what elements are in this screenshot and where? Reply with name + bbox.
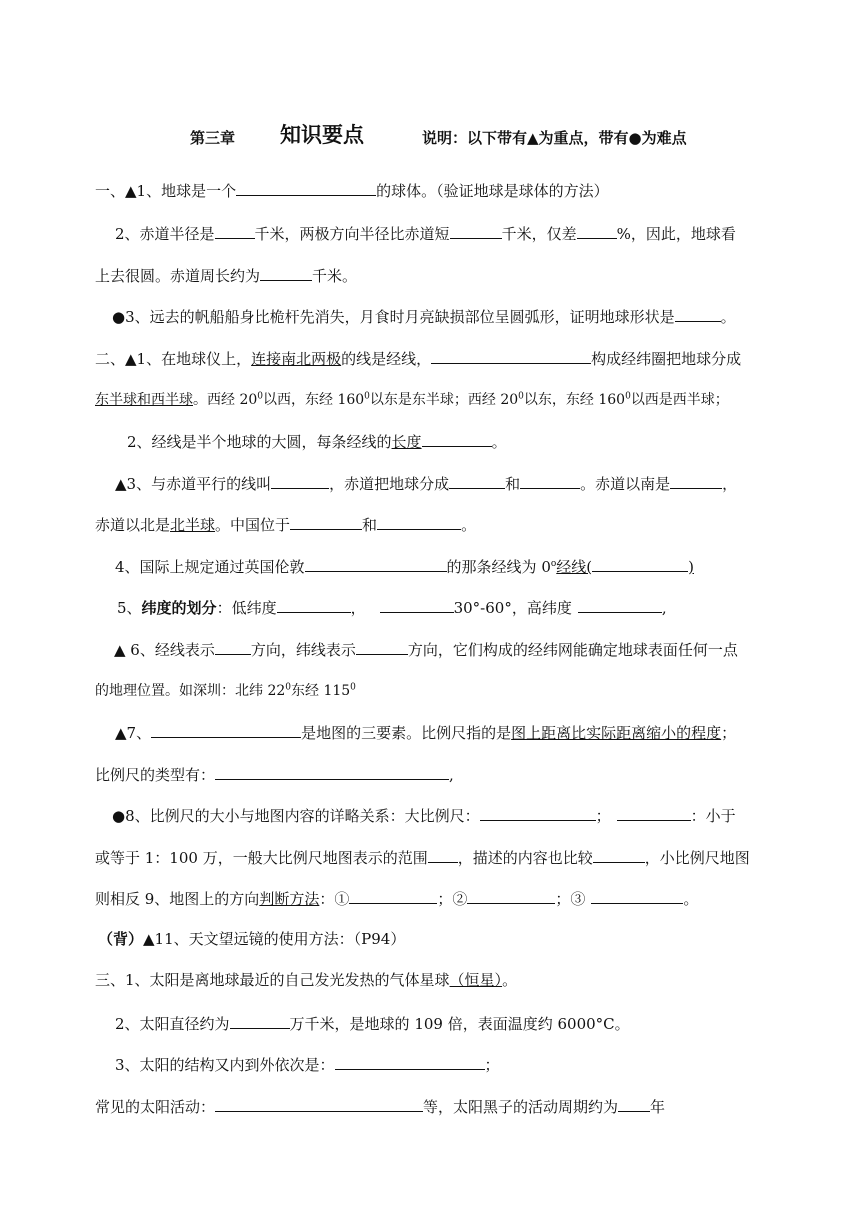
fill-blank: [215, 639, 251, 655]
text-line: [127, 431, 507, 452]
fill-blank: [236, 180, 376, 196]
text: ，赤道把地球分成: [329, 475, 450, 493]
text: ；: [721, 724, 737, 742]
text-line: [115, 1054, 500, 1075]
text: 三、1、太阳是离地球最近的自己发光发热的气体星球: [95, 971, 450, 989]
text: 2、经线是半个地球的大圆，每条经线的: [127, 433, 392, 451]
underlined-text: 连接南北两极: [251, 350, 342, 368]
text: 千米，两极方向半径比赤道短: [254, 225, 450, 243]
text-line: [95, 888, 698, 909]
fill-blank: [431, 348, 591, 364]
text: ：低纬度: [216, 599, 277, 617]
text: 的地理位置。如深圳：北纬 22: [95, 683, 286, 699]
text: 赤道以北是: [95, 516, 171, 534]
text: 或等于 1：100 万，一般大比例尺地图表示的范围: [95, 849, 428, 867]
superscript: 0: [518, 391, 524, 402]
chapter-label: 第三章: [190, 129, 236, 147]
text: 东经 115: [291, 683, 351, 699]
text: ，小比例尺地图: [644, 849, 750, 867]
fill-blank: [618, 1096, 650, 1112]
text: %，因此，地球看: [616, 225, 736, 243]
text: ，: [722, 475, 738, 493]
fill-blank: [380, 597, 454, 613]
fill-blank: [335, 1054, 485, 1070]
superscript: o: [550, 559, 557, 569]
superscript: 0: [364, 391, 370, 402]
fill-blank: [215, 1096, 423, 1112]
text: 二、▲1、在地球仪上，: [95, 350, 252, 368]
text-line: [115, 1013, 630, 1034]
fill-blank: [349, 888, 437, 904]
text: 比例尺的类型有：: [95, 766, 216, 784]
bold-text: 纬度的划分: [141, 599, 217, 617]
text-line: [95, 348, 741, 369]
title-note: 说明：以下带有▲为重点，带有●为难点: [422, 129, 687, 147]
text: ●8、比例尺的大小与地图内容的详略关系：大比例尺：: [112, 807, 480, 825]
text: 2、太阳直径约为: [115, 1015, 230, 1033]
title-main: 知识要点: [280, 122, 364, 147]
fill-blank: [260, 265, 312, 281]
bold-text: （背）: [98, 930, 144, 948]
text-line: [115, 223, 736, 244]
page-title: [0, 119, 860, 149]
text-line: [117, 597, 667, 618]
text-line: [95, 847, 750, 868]
text: 是地图的三要素。比例尺指的是: [301, 724, 512, 742]
underlined-text: ): [688, 558, 694, 576]
text-line: [112, 805, 736, 826]
text: 方向，它们构成的经纬网能确定地球表面任何一点: [407, 641, 738, 659]
text: ：①: [319, 890, 350, 908]
fill-blank: [305, 556, 447, 572]
underlined-text: （恒星）: [449, 971, 503, 989]
text: 以西是西半球；: [630, 392, 729, 408]
fill-blank: [377, 514, 461, 530]
text: ，描述的内容也比较: [457, 849, 593, 867]
superscript: 0: [285, 682, 291, 693]
text: 上去很圆。赤道周长约为: [95, 267, 261, 285]
fill-blank: [450, 223, 502, 239]
text: 的线是经线，: [341, 350, 432, 368]
underlined-text: 图上距离比实际距离缩小的程度: [511, 724, 722, 742]
text: ▲11、天文望远镜的使用方法：（P94）: [143, 930, 406, 948]
text-line: [95, 764, 454, 785]
text: ，: [350, 599, 366, 617]
fill-blank: [215, 764, 449, 780]
text-line: [95, 265, 357, 286]
text-line: [115, 722, 736, 743]
text: 的球体。（验证地球是球体的方法）: [376, 182, 609, 200]
text: 。: [720, 308, 736, 326]
text: 千米。: [312, 267, 358, 285]
text: 3、太阳的结构又内到外依次是：: [115, 1056, 335, 1074]
underlined-text: 判断方法: [259, 890, 320, 908]
text: ▲3、与赤道平行的线叫: [115, 475, 272, 493]
text: 以西，东经 160: [263, 392, 365, 408]
text-line: [98, 929, 405, 949]
text: 。: [683, 890, 699, 908]
underlined-text: 经线(: [556, 558, 593, 576]
underlined-text: 长度: [391, 433, 422, 451]
fill-blank: [578, 597, 662, 613]
superscript: 0: [625, 391, 631, 402]
fill-blank: [290, 514, 362, 530]
text: 。: [502, 971, 518, 989]
fill-blank: [356, 639, 408, 655]
text-line: [115, 556, 694, 577]
fill-blank: [592, 556, 688, 572]
fill-blank: [215, 223, 255, 239]
text-line: [95, 390, 729, 410]
fill-blank: [271, 473, 329, 489]
text: 和: [362, 516, 378, 534]
text: 。: [461, 516, 477, 534]
text: 。赤道以南是: [580, 475, 671, 493]
text: 年: [650, 1098, 666, 1116]
text: ；: [595, 807, 611, 825]
text-line: [112, 306, 736, 327]
fill-blank: [593, 847, 645, 863]
text: 的那条经线为 0: [446, 558, 551, 576]
fill-blank: [467, 888, 555, 904]
text: 4、国际上规定通过英国伦敦: [115, 558, 305, 576]
text: 。: [491, 433, 507, 451]
fill-blank: [480, 805, 596, 821]
fill-blank: [520, 473, 580, 489]
text: 则相反 9、地图上的方向: [95, 890, 260, 908]
text-line: [95, 514, 476, 535]
underlined-text: 东半球和西半球: [95, 392, 193, 408]
text: 常见的太阳活动：: [95, 1098, 216, 1116]
text: 万千米，是地球的 109 倍，表面温度约 6000°C。: [289, 1015, 630, 1033]
text: 千米，仅差: [501, 225, 577, 243]
fill-blank: [617, 805, 691, 821]
superscript: 0: [257, 391, 263, 402]
text: ；②: [437, 890, 468, 908]
text: ▲7、: [115, 724, 152, 742]
text: 方向，纬线表示: [250, 641, 356, 659]
fill-blank: [230, 1013, 290, 1029]
fill-blank: [591, 888, 683, 904]
text-line: [95, 180, 609, 201]
text: 和: [505, 475, 521, 493]
fill-blank: [277, 597, 351, 613]
text: 一、▲1、地球是一个: [95, 182, 237, 200]
text: 以东，东经 160: [523, 392, 626, 408]
text: ,: [449, 766, 454, 784]
text-line: [95, 681, 356, 701]
fill-blank: [675, 306, 721, 322]
text: ,: [661, 599, 667, 617]
text: ；: [484, 1056, 500, 1074]
superscript: 0: [350, 682, 356, 693]
text-line: [95, 970, 517, 990]
text-line: [114, 639, 738, 660]
text: 30°-60°，高纬度: [453, 599, 572, 617]
fill-blank: [422, 431, 492, 447]
fill-blank: [151, 722, 301, 738]
fill-blank: [670, 473, 722, 489]
fill-blank: [449, 473, 505, 489]
text: 。中国位于: [215, 516, 291, 534]
text: 5、: [117, 599, 142, 617]
underlined-text: 北半球: [170, 516, 216, 534]
text: ：小于: [690, 807, 736, 825]
text: 构成经纬圈把地球分成: [591, 350, 742, 368]
text: ▲ 6、经线表示: [114, 641, 215, 659]
text: ●3、远去的帆船船身比桅杆先消失，月食时月亮缺损部位呈圆弧形，证明地球形状是: [112, 308, 675, 326]
text-line: [95, 1096, 665, 1117]
text-line: [115, 473, 737, 494]
text: 2、赤道半径是: [115, 225, 215, 243]
text: 等，太阳黑子的活动周期约为: [423, 1098, 619, 1116]
fill-blank: [577, 223, 617, 239]
text: 。西经 20: [193, 392, 258, 408]
text: 以东是东半球；西经 20: [369, 392, 519, 408]
fill-blank: [428, 847, 458, 863]
text: ；③: [555, 890, 586, 908]
